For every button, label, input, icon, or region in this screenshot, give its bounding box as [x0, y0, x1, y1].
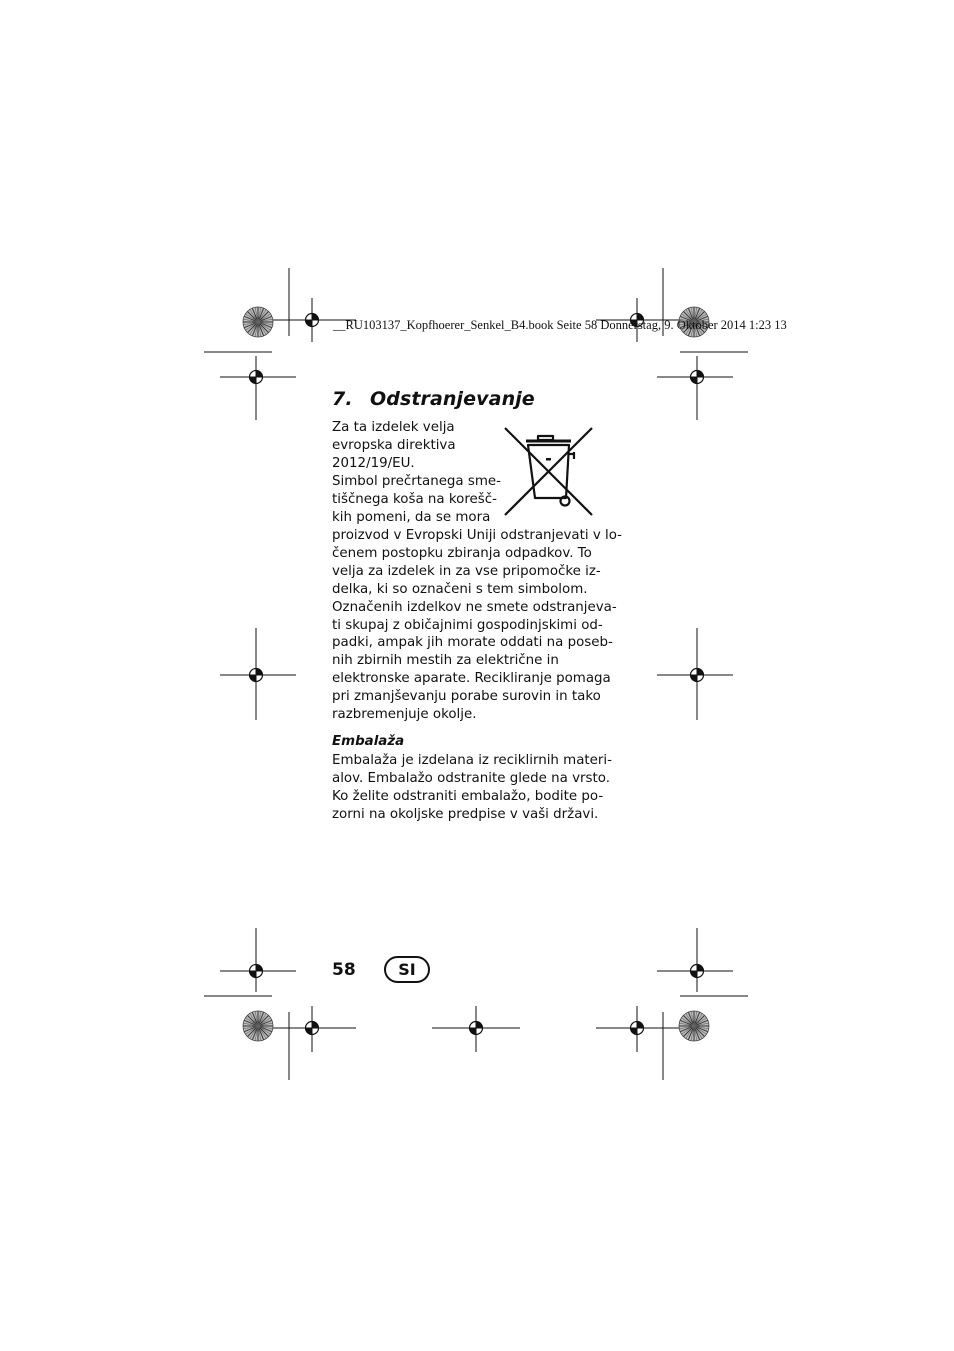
text-line: Za ta izdelek velja — [332, 420, 455, 435]
text-line: evropska direktiva — [332, 437, 456, 453]
text-line: ti skupaj z običajnimi gospodinjskimi od- — [332, 617, 603, 633]
body-paragraph — [332, 527, 622, 724]
print-job-header: __RU103137_Kopfhoerer_Senkel_B4.book Seite 58 Donnerstag, 9. Oktober 2014 1:23 13 — [333, 318, 787, 332]
text-line: alov. Embalažo odstranite glede na vrsto. — [332, 770, 610, 786]
packaging-paragraph — [332, 752, 612, 824]
text-line: razbremenjuje okolje. — [332, 707, 477, 723]
text-line: Označenih izdelkov ne smete odstranjeva- — [332, 599, 617, 615]
section-title — [332, 388, 535, 410]
text-line: kih pomeni, da se mora — [332, 509, 491, 525]
packaging-heading: Embalaža — [332, 734, 405, 749]
text-line: velja za izdelek in za vse pripomočke iz- — [332, 563, 601, 579]
text-line: tiščnega koša na korešč- — [332, 491, 497, 507]
language-badge-label: SI — [398, 960, 416, 979]
text-line: elektronske aparate. Recikliranje pomaga — [332, 671, 611, 687]
text-line: delka, ki so označeni s tem simbolom. — [332, 581, 588, 597]
crossed-out-wheelie-bin-icon — [502, 425, 597, 520]
intro-paragraph — [332, 419, 501, 526]
text-line: Simbol prečrtanega sme- — [332, 473, 501, 489]
text-line: čenem postopku zbiranja odpadkov. To — [332, 545, 592, 561]
text-line: zorni na okoljske predpise v vaši državi. — [332, 806, 599, 822]
text-line: Ko želite odstraniti embalažo, bodite po- — [332, 788, 604, 804]
page-number: 58 — [332, 960, 356, 980]
text-line: pri zmanjševanju porabe surovin in tako — [332, 689, 601, 705]
text-line: proizvod v Evropski Uniji odstranjevati v lo- — [332, 528, 623, 543]
text-line: nih zbirnih mestih za električne in — [332, 653, 559, 669]
section-title-text: Odstranjevanje — [370, 388, 535, 410]
text-line: 2012/19/EU. — [332, 455, 415, 471]
section-number: 7. — [332, 388, 353, 410]
language-badge — [384, 956, 430, 983]
text-line: Embalaža je izdelana iz reciklirnih materi- — [332, 753, 612, 768]
text-line: padki, ampak jih morate oddati na poseb- — [332, 635, 613, 651]
